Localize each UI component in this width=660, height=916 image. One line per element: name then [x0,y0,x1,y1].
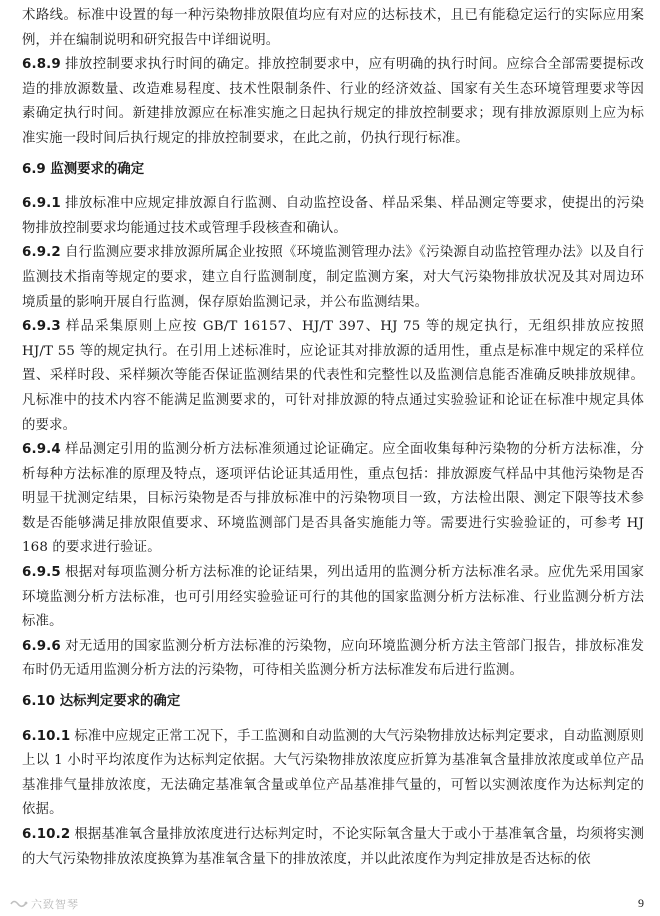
paragraph-6-9-5 [22,561,644,635]
paragraph-6-9-3 [22,315,644,438]
paragraph-text: 对无适用的国家监测分析方法标准的污染物，应向环境监测分析方法主管部门报告，排放标准发布时仍无适用监测分析方法的污染物，可待相关监测分析方法标准发布后进行监测。 [22,638,644,679]
section-heading-6-9: 6.9 监测要求的确定 [22,161,145,177]
clause-number: 6.9.2 [22,245,61,261]
clause-number: 6.10.1 [22,728,71,744]
paragraph-text: 样品测定引用的监测分析方法标准须通过论证确定。应全面收集每种污染物的分析方法标准，分析每种方法标准的原理及特点，逐项评估论证其适用性，重点包括：排放源废气样品中其他污染物是否明显干扰测定结果，目标污染物是否与排放标准中的污染物项目一致，方法检出限、测定下限等技术参数是否能够满足排放限值要求、环境监测部门是否具备实施能力等。需要进行实验验证的，可参考 HJ 168 的要求进行验证。 [22,442,644,556]
paragraph-6-9-2 [22,241,644,315]
paragraph-text: 样品采集原则上应按 GB/T 16157、HJ/T 397、HJ 75 等的规定执行，无组织排放应按照 HJ/T 55 等的规定执行。在引用上述标准时，应论证其对排放源的适用性，重点是标准中规定的采样位置、采样时段、采样频次等能否保证监测结果的代表性和完整性以及监测信息能否准确反映排放规律。凡标准中的技术内容不能满足监测要求的，可针对排放源的特点通过实验验证和论证在标准中规定具体的要求。 [22,319,644,433]
page-number: 9 [638,896,644,910]
paragraph-6-9-1 [22,192,644,241]
paragraph-text: 排放控制要求执行时间的确定。排放控制要求中，应有明确的执行时间。应综合全部需要提标改造的排放源数量、改造难易程度、技术性限制条件、行业的经济效益、国家有关生态环境管理要求等因素确定执行时间。新建排放源应在标准实施之日起执行规定的排放控制要求；现有排放源原则上应为标准实施一段时间后执行规定的排放控制要求，在此之前，仍执行现行标准。 [22,57,644,146]
clause-number: 6.9.5 [22,565,61,581]
paragraph-6-9-6 [22,635,644,684]
clause-number: 6.9.4 [22,442,61,458]
clause-number: 6.9.6 [22,638,61,654]
clause-number: 6.9.1 [22,196,61,212]
paragraph-text: 术路线。标准中设置的每一种污染物排放限值均应有对应的达标技术，且已有能稳定运行的实际应用案例，并在编制说明和研究报告中详细说明。 [22,8,644,48]
paragraph-text: 自行监测应要求排放源所属企业按照《环境监测管理办法》《污染源自动监控管理办法》以及自行监测技术指南等规定的要求，建立自行监测制度，制定监测方案，对大气污染物排放状况及其对周边环境质量的影响开展自行监测，保存原始监测记录，并公布监测结果。 [22,245,644,310]
document-page [22,4,644,872]
watermark-logo [10,896,79,912]
paragraph-6-9-4 [22,438,644,561]
paragraph-6-10-1 [22,725,644,823]
watermark-text: 六致智琴 [31,898,79,911]
clause-number: 6.8.9 [22,57,61,73]
paragraph-6-8-9 [22,53,644,151]
section-heading-6-10: 6.10 达标判定要求的确定 [22,694,181,710]
paragraph-continuation [22,4,644,53]
paragraph-6-10-2 [22,823,644,872]
clause-number: 6.9.3 [22,319,61,335]
paragraph-text: 标准中应规定正常工况下，手工监测和自动监测的大气污染物排放达标判定要求，自动监测原则上以 1 小时平均浓度作为达标判定依据。大气污染物排放浓度应折算为基准氧含量排放浓度或单位产品基准排气量排放浓度，无法确定基准氧含量或单位产品基准排气量的，可暂以实测浓度作为达标判定的依据。 [22,728,644,818]
watermark-icon [10,898,28,910]
paragraph-text: 根据对每项监测分析方法标准的论证结果，列出适用的监测分析方法标准名录。应优先采用国家环境监测分析方法标准，也可引用经实验验证可行的其他的国家监测分析方法标准、行业监测分析方法标准。 [22,565,644,630]
clause-number: 6.10.2 [22,827,71,842]
paragraph-text: 根据基准氧含量排放浓度进行达标判定时，不论实际氧含量大于或小于基准氧含量，均须将实测的大气污染物排放浓度换算为基准氧含量下的排放浓度，并以此浓度作为判定排放是否达标的依 [22,827,644,867]
paragraph-text: 排放标准中应规定排放源自行监测、自动监控设备、样品采集、样品测定等要求，使提出的污染物排放控制要求均能通过技术或管理手段核查和确认。 [22,196,644,236]
